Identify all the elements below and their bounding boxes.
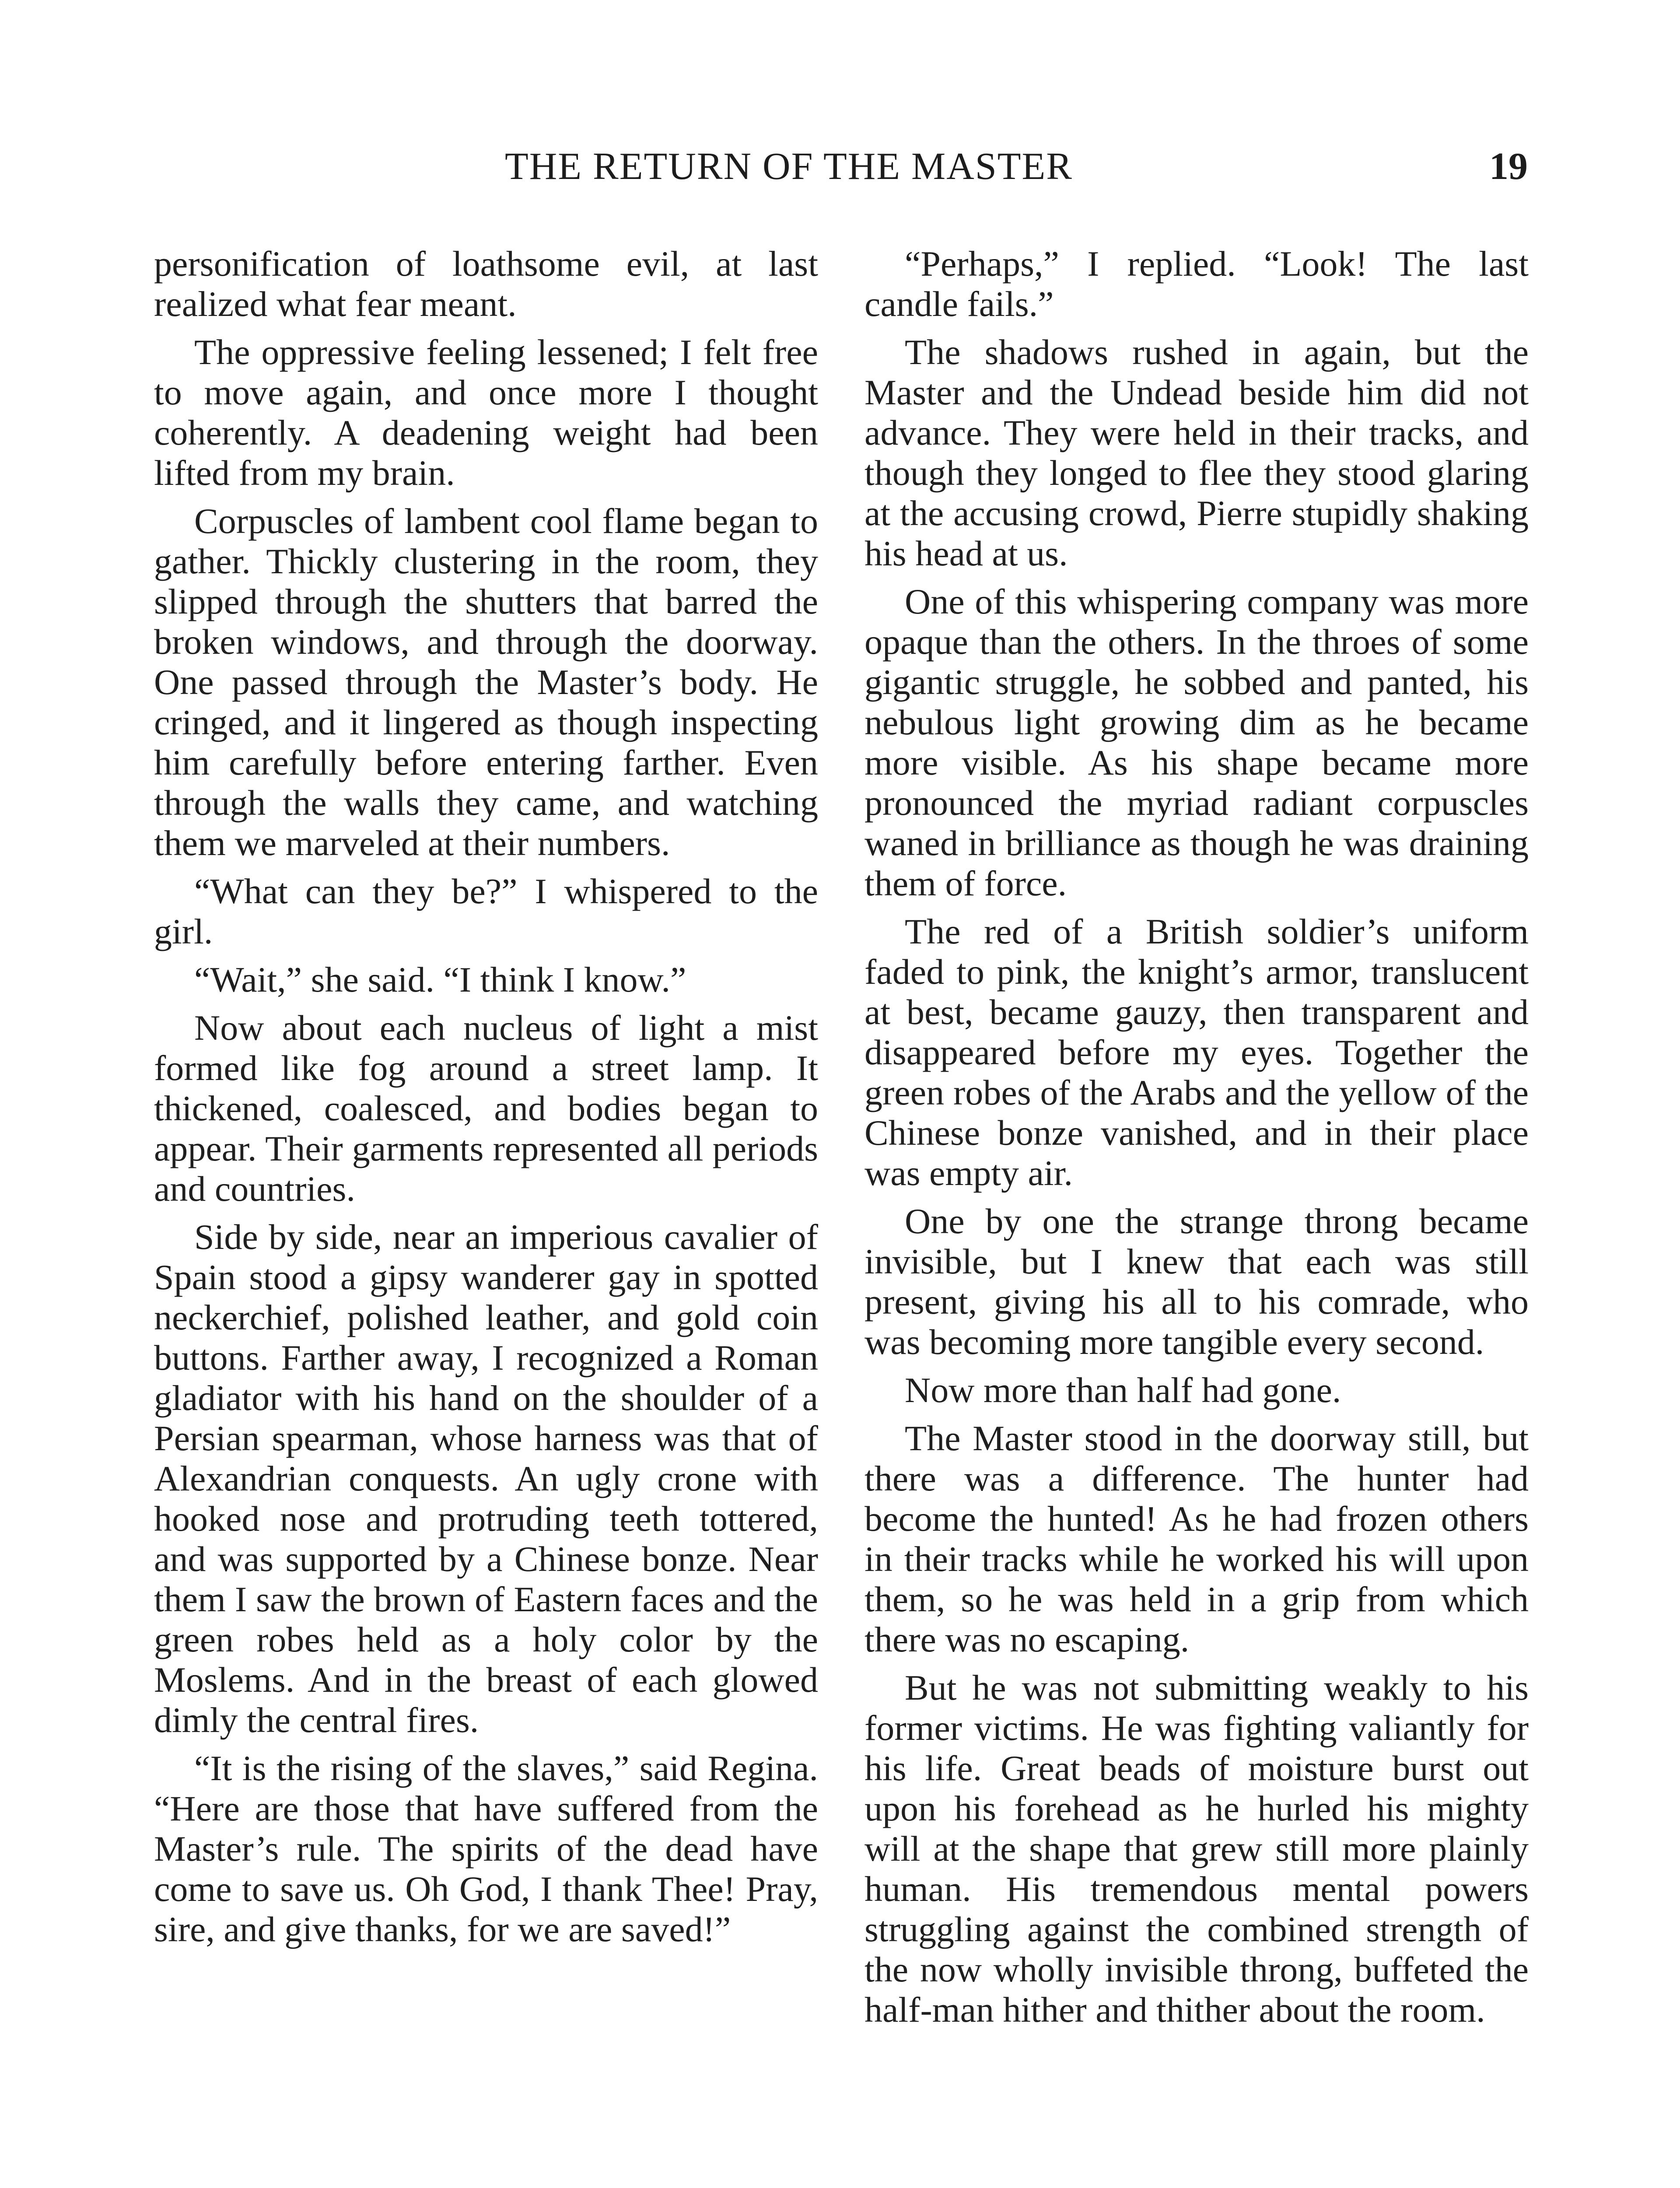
page-number: 19 <box>1489 145 1528 188</box>
paragraph: “Perhaps,” I replied. “Look! The last candle fails.” <box>864 244 1529 324</box>
paragraph: The oppressive feeling lessened; I felt free to move again, and once more I thought coherently. A deadening weight had been lifted from my brain. <box>154 332 818 493</box>
paragraph: personification of loathsome evil, at last realized what fear meant. <box>154 244 818 324</box>
paragraph: Corpuscles of lambent cool flame began to gather. Thickly clustering in the room, they slipped through the shutters that barred the broken windows, and through the doorway. One passed through the Master’s body. He cringed, and it lingered as though inspecting him carefully before entering farther. Even through the walls they came, and watching them we marveled at their numbers. <box>154 501 818 863</box>
paragraph: One of this whispering company was more opaque than the others. In the throes of some gigantic struggle, he sobbed and panted, his nebulous light growing dim as he became more visible. As his shape became more pronounced the myriad radiant corpuscles waned in brilliance as though he was draining them of force. <box>864 582 1529 903</box>
paragraph: Side by side, near an imperious cavalier of Spain stood a gipsy wanderer gay in spotted neckerchief, polished leather, and gold coin buttons. Farther away, I recognized a Roman gladiator with his hand on the shoulder of a Persian spearman, whose harness was that of Alexandrian conquests. An ugly crone with hooked nose and protruding teeth tottered, and was supported by a Chinese bonze. Near them I saw the brown of Eastern faces and the green robes held as a holy color by the Moslems. And in the breast of each glowed dimly the central fires. <box>154 1217 818 1740</box>
running-title: THE RETURN OF THE MASTER <box>505 145 1073 188</box>
paragraph: “What can they be?” I whispered to the girl. <box>154 871 818 951</box>
paragraph: The red of a British soldier’s uniform faded to pink, the knight’s armor, translucent at best, became gauzy, then transparent and disappeared before my eyes. Together the green robes of the Arabs and the yellow of the Chinese bonze vanished, and in their place was empty air. <box>864 912 1529 1193</box>
paragraph: But he was not submitting weakly to his former victims. He was fighting valiantly for his life. Great beads of moisture burst out upon his forehead as he hurled his mighty will at the shape that grew still more plainly human. His tremendous mental powers struggling against the combined strength of the now wholly invisible throng, buffeted the half-man hither and thither about the room. <box>864 1668 1529 2030</box>
paragraph: The shadows rushed in again, but the Master and the Undead beside him did not advance. They were held in their tracks, and though they longed to flee they stood glaring at the accusing crowd, Pierre stupidly shaking his head at us. <box>864 332 1529 573</box>
paragraph: The Master stood in the doorway still, but there was a difference. The hunter had become the hunted! As he had frozen others in their tracks while he worked his will upon them, so he was held in a grip from which there was no escaping. <box>864 1418 1529 1659</box>
paragraph: Now more than half had gone. <box>905 1370 1341 1410</box>
left-text-column <box>154 244 818 1957</box>
right-text-column <box>864 244 1529 2038</box>
paragraph: One by one the strange throng became invisible, but I knew that each was still present, giving his all to his comrade, who was becoming more tangible every second. <box>864 1201 1529 1362</box>
paragraph: “Wait,” she said. “I think I know.” <box>194 960 686 999</box>
paragraph: Now about each nucleus of light a mist formed like fog around a street lamp. It thickened, coalesced, and bodies began to appear. Their garments represented all periods and countries. <box>154 1008 818 1209</box>
paragraph: “It is the rising of the slaves,” said Regina. “Here are those that have suffered from the Master’s rule. The spirits of the dead have come to save us. Oh God, I thank Thee! Pray, sire, and give thanks, for we are saved!” <box>154 1748 818 1949</box>
